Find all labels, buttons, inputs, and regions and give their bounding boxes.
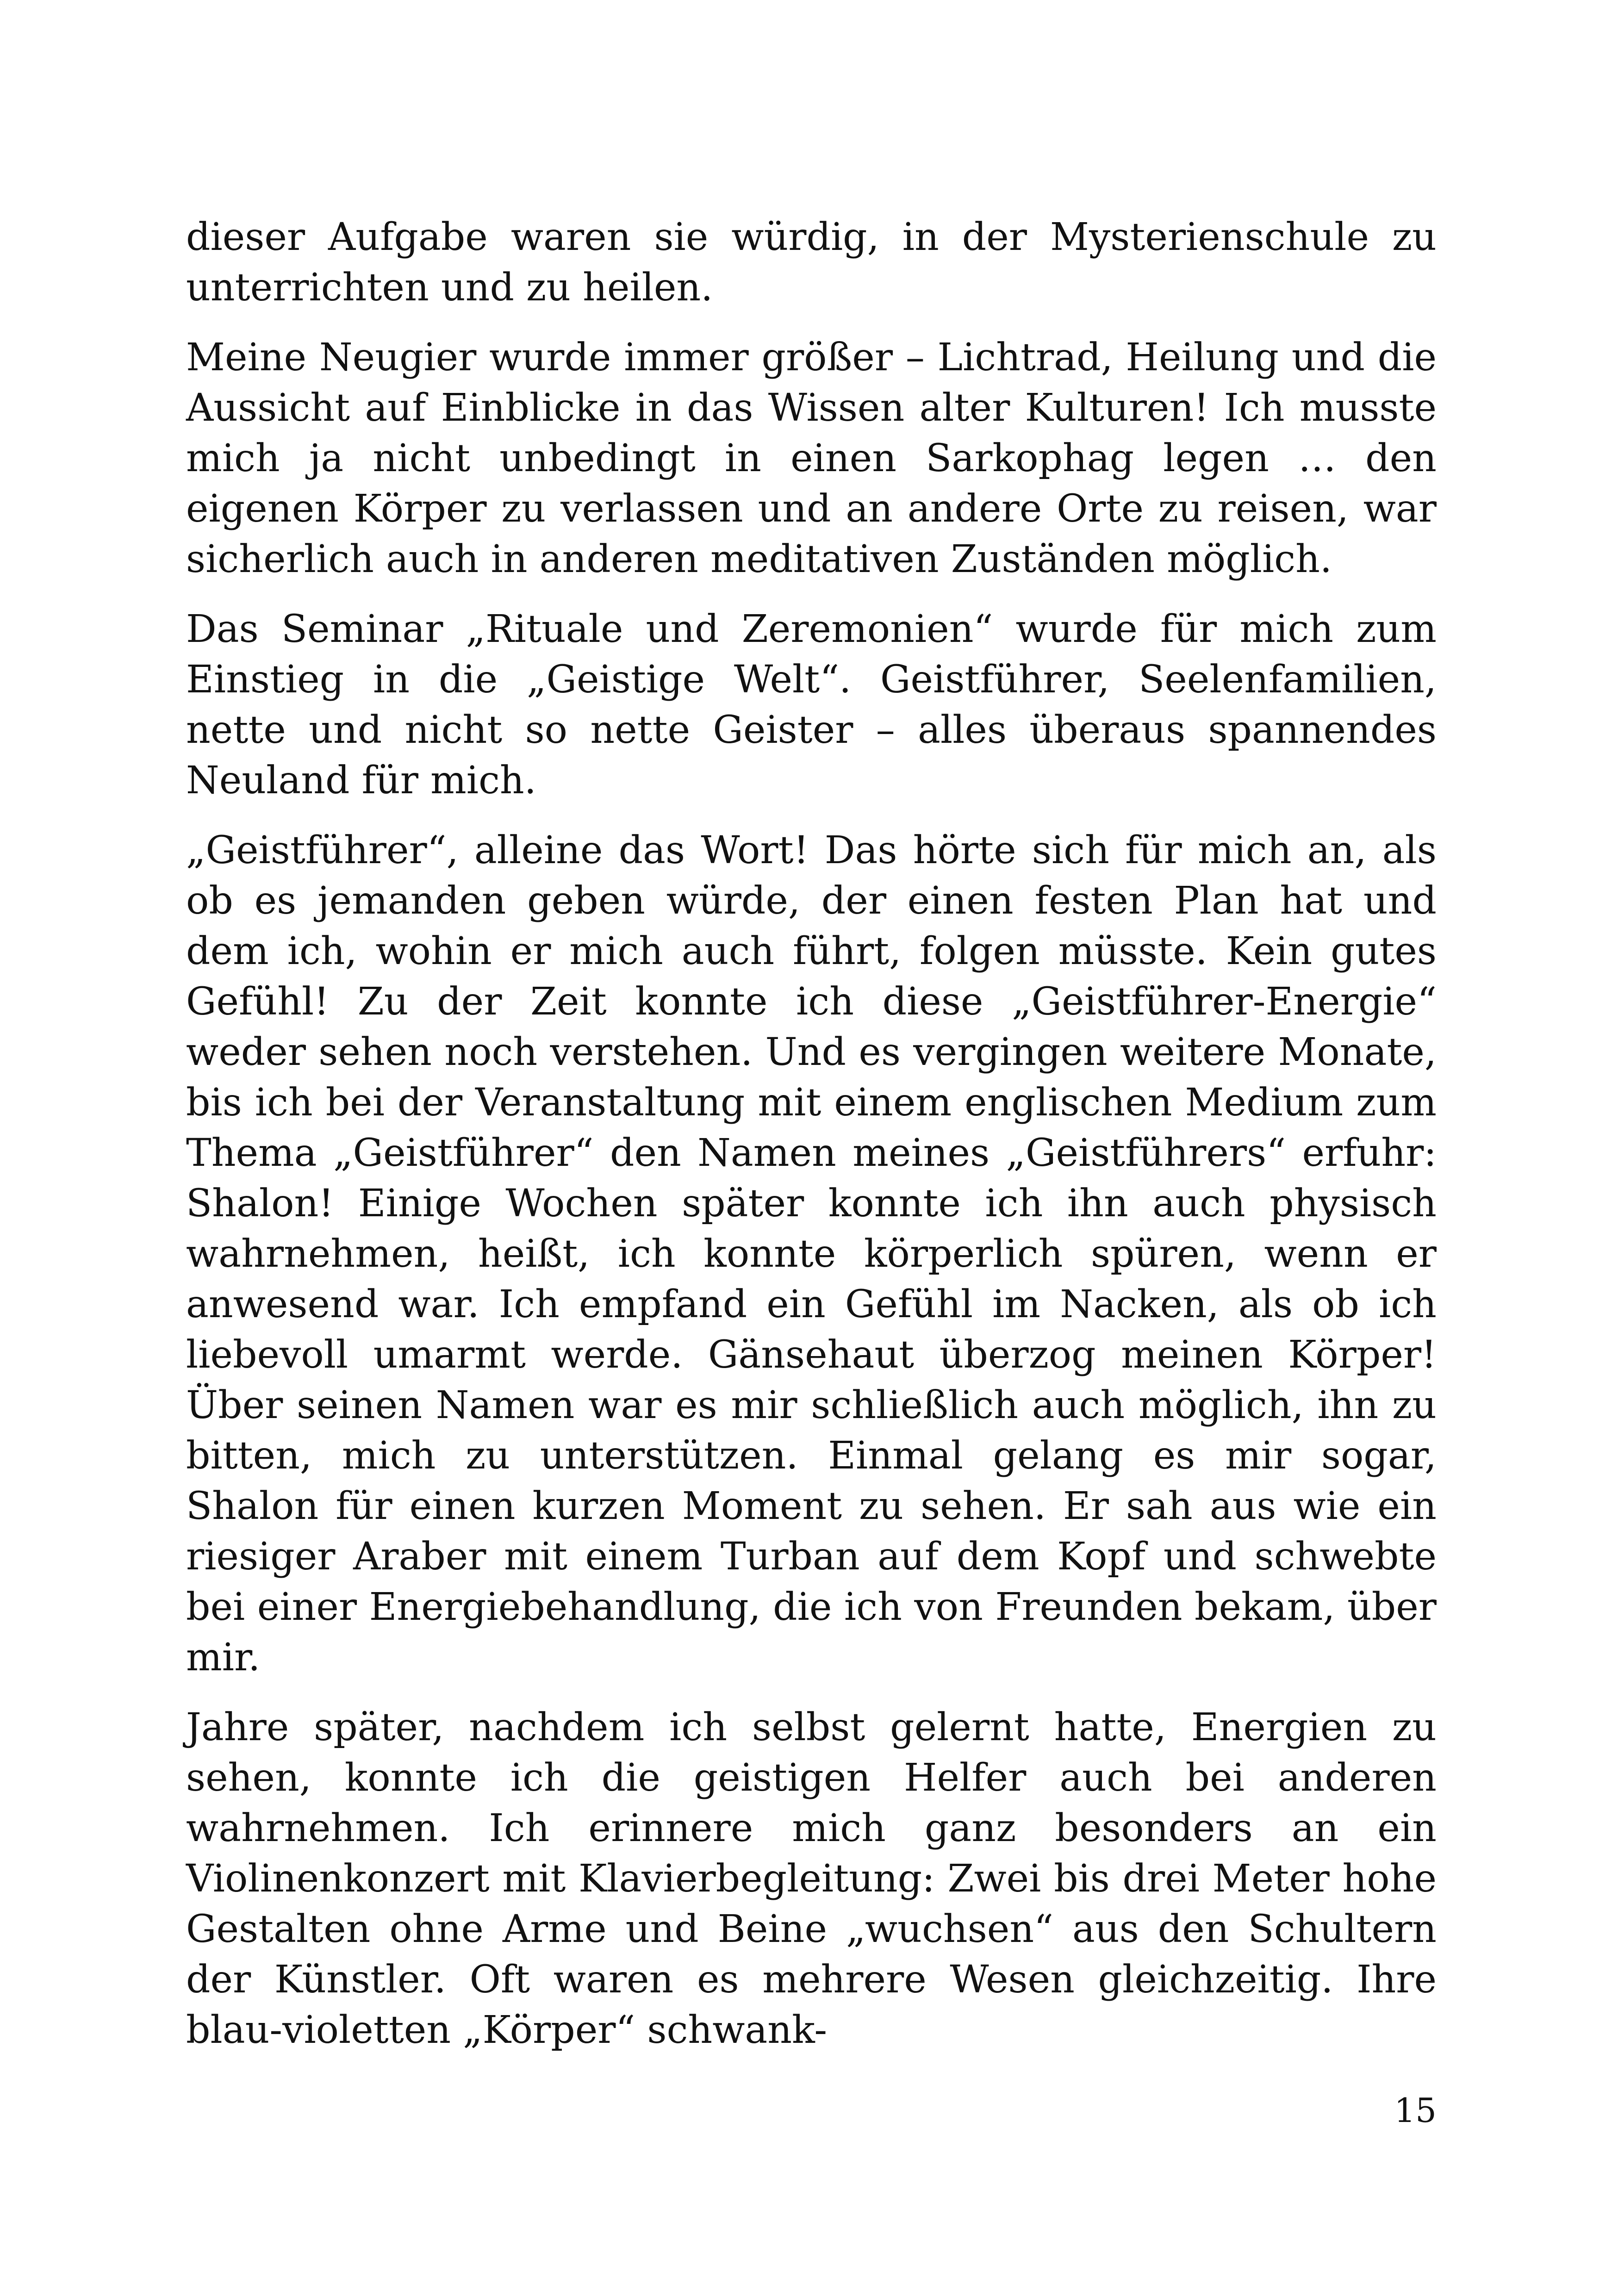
paragraph: Meine Neugier wurde immer größer – Lichtrad, Heilung und die Aussicht auf Einblicke in das Wissen alter Kulturen! Ich musste mich ja nicht unbedingt in einen Sarkophag legen … den eigenen Körper zu verlassen und an andere Orte zu reisen, war sicherlich auch in anderen meditativen Zuständen möglich.: [186, 336, 1437, 581]
body-text: [186, 212, 1437, 2075]
page-number: 15: [1394, 2091, 1437, 2130]
paragraph: Jahre später, nachdem ich selbst gelernt hatte, Energien zu sehen, konnte ich die geistigen Helfer auch bei anderen wahrnehmen. Ich erinnere mich ganz besonders an ein Violinenkonzert mit Klavierbegleitung: Zwei bis drei Meter hohe Gestalten ohne Arme und Beine „wuchsen“ aus den Schultern der Künstler. Oft waren es mehrere Wesen gleichzeitig. Ihre blau-violetten „Körper“ schwank-: [186, 1705, 1437, 2052]
paragraph: dieser Aufgabe waren sie würdig, in der Mysterienschule zu unterrichten und zu heilen.: [186, 215, 1437, 310]
paragraph: Das Seminar „Rituale und Zeremonien“ wurde für mich zum Einstieg in die „Geistige Welt“. Geistführer, Seelenfamilien, nette und nicht so nette Geister – alles überaus spannendes Neuland für mich.: [186, 607, 1437, 803]
paragraph: „Geistführer“, alleine das Wort! Das hörte sich für mich an, als ob es jemanden geben würde, der einen festen Plan hat und dem ich, wohin er mich auch führt, folgen müsste. Kein gutes Gefühl! Zu der Zeit konnte ich diese „Geistführer-Energie“ weder sehen noch verstehen. Und es vergingen weitere Monate, bis ich bei der Veranstaltung mit einem englischen Medium zum Thema „Geistführer“ den Namen meines „Geistführers“ erfuhr: Shalon! Einige Wochen später konnte ich ihn auch physisch wahrnehmen, heißt, ich konnte körperlich spüren, wenn er anwesend war. Ich empfand ein Gefühl im Nacken, als ob ich liebevoll umarmt werde. Gänsehaut überzog meinen Körper! Über seinen Namen war es mir schließlich auch möglich, ihn zu bitten, mich zu unterstützen. Einmal gelang es mir sogar, Shalon für einen kurzen Moment zu sehen. Er sah aus wie ein riesiger Araber mit einem Turban auf dem Kopf und schwebte bei einer Energiebehandlung, die ich von Freunden bekam, über mir.: [186, 828, 1437, 1680]
